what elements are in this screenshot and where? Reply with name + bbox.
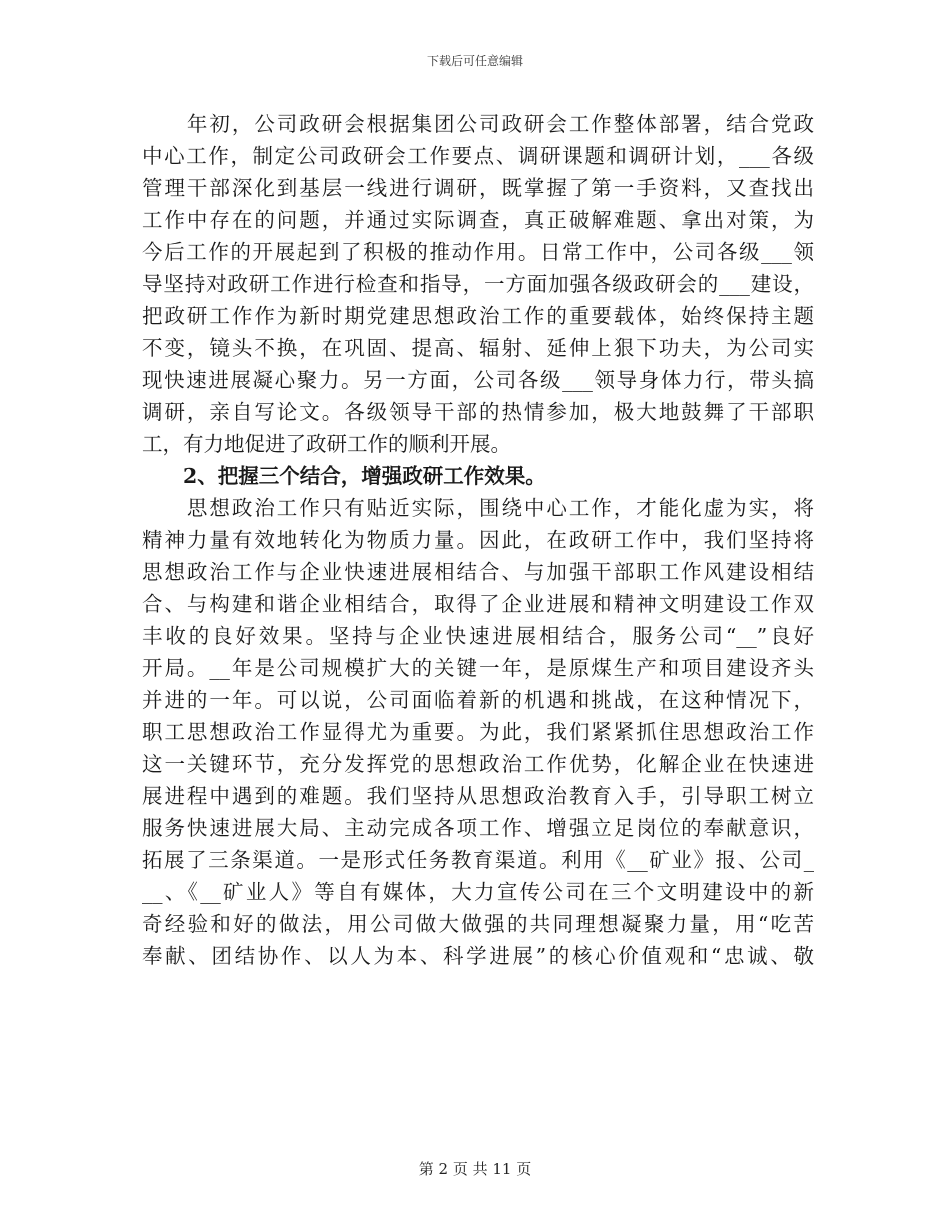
text-line: 年初，公司政研会根据集团公司政研会工作整体部署，结合党政 — [142, 112, 814, 136]
text-line: 思想政治工作只有贴近实际，围绕中心工作，才能化虚为实，将 — [142, 496, 814, 520]
text-line: __、《__矿业人》等自有媒体，大力宣传公司在三个文明建设中的新 — [142, 880, 814, 904]
text-line: 奉献、团结协作、以人为本、科学进展”的核心价值观和“忠诚、敬 — [142, 944, 814, 968]
section-heading: 2、把握三个结合，增强政研工作效果。 — [142, 464, 546, 488]
text-line: 精神力量有效地转化为物质力量。因此，在政研工作中，我们坚持将 — [142, 528, 814, 552]
text-line: 工作中存在的问题，并通过实际调查，真正破解难题、拿出对策，为 — [142, 208, 814, 232]
text-line: 工，有力地促进了政研工作的顺利开展。 — [142, 432, 511, 456]
text-line: 奇经验和好的做法，用公司做大做强的共同理想凝聚力量，用“吃苦 — [142, 912, 814, 936]
text-line: 这一关键环节，充分发挥党的思想政治工作优势，化解企业在快速进 — [142, 752, 814, 776]
text-line: 今后工作的开展起到了积极的推动作用。日常工作中，公司各级___领 — [142, 240, 814, 264]
text-line: 不变，镜头不换，在巩固、提高、辐射、延伸上狠下功夫，为公司实 — [142, 336, 814, 360]
text-line: 合、与构建和谐企业相结合，取得了企业进展和精神文明建设工作双 — [142, 592, 814, 616]
text-line: 并进的一年。可以说，公司面临着新的机遇和挑战，在这种情况下， — [142, 688, 814, 712]
text-line: 开局。__年是公司规模扩大的关键一年，是原煤生产和项目建设齐头 — [142, 656, 814, 680]
text-line: 思想政治工作与企业快速进展相结合、与加强干部职工作风建设相结 — [142, 560, 814, 584]
page-footer: 第 2 页 共 11 页 — [418, 1160, 532, 1178]
text-line: 展进程中遇到的难题。我们坚持从思想政治教育入手，引导职工树立 — [142, 784, 814, 808]
document-body — [142, 108, 814, 972]
text-line: 现快速进展凝心聚力。另一方面，公司各级___领导身体力行，带头搞 — [142, 368, 814, 392]
text-line: 服务快速进展大局、主动完成各项工作、增强立足岗位的奉献意识， — [142, 816, 814, 840]
text-line: 丰收的良好效果。坚持与企业快速进展相结合，服务公司“__”良好 — [142, 624, 814, 648]
text-line: 管理干部深化到基层一线进行调研，既掌握了第一手资料，又查找出 — [142, 176, 814, 200]
text-line: 导坚持对政研工作进行检查和指导，一方面加强各级政研会的___建设， — [142, 272, 814, 296]
text-line: 职工思想政治工作显得尤为重要。为此，我们紧紧抓住思想政治工作 — [142, 720, 814, 744]
text-line: 中心工作，制定公司政研会工作要点、调研课题和调研计划，___各级 — [142, 144, 814, 168]
text-line: 把政研工作作为新时期党建思想政治工作的重要载体，始终保持主题 — [142, 304, 814, 328]
text-line: 拓展了三条渠道。一是形式任务教育渠道。利用《__矿业》报、公司_ — [142, 848, 814, 872]
page-header: 下载后可任意编辑 — [426, 54, 523, 68]
text-line: 调研，亲自写论文。各级领导干部的热情参加，极大地鼓舞了干部职 — [142, 400, 814, 424]
